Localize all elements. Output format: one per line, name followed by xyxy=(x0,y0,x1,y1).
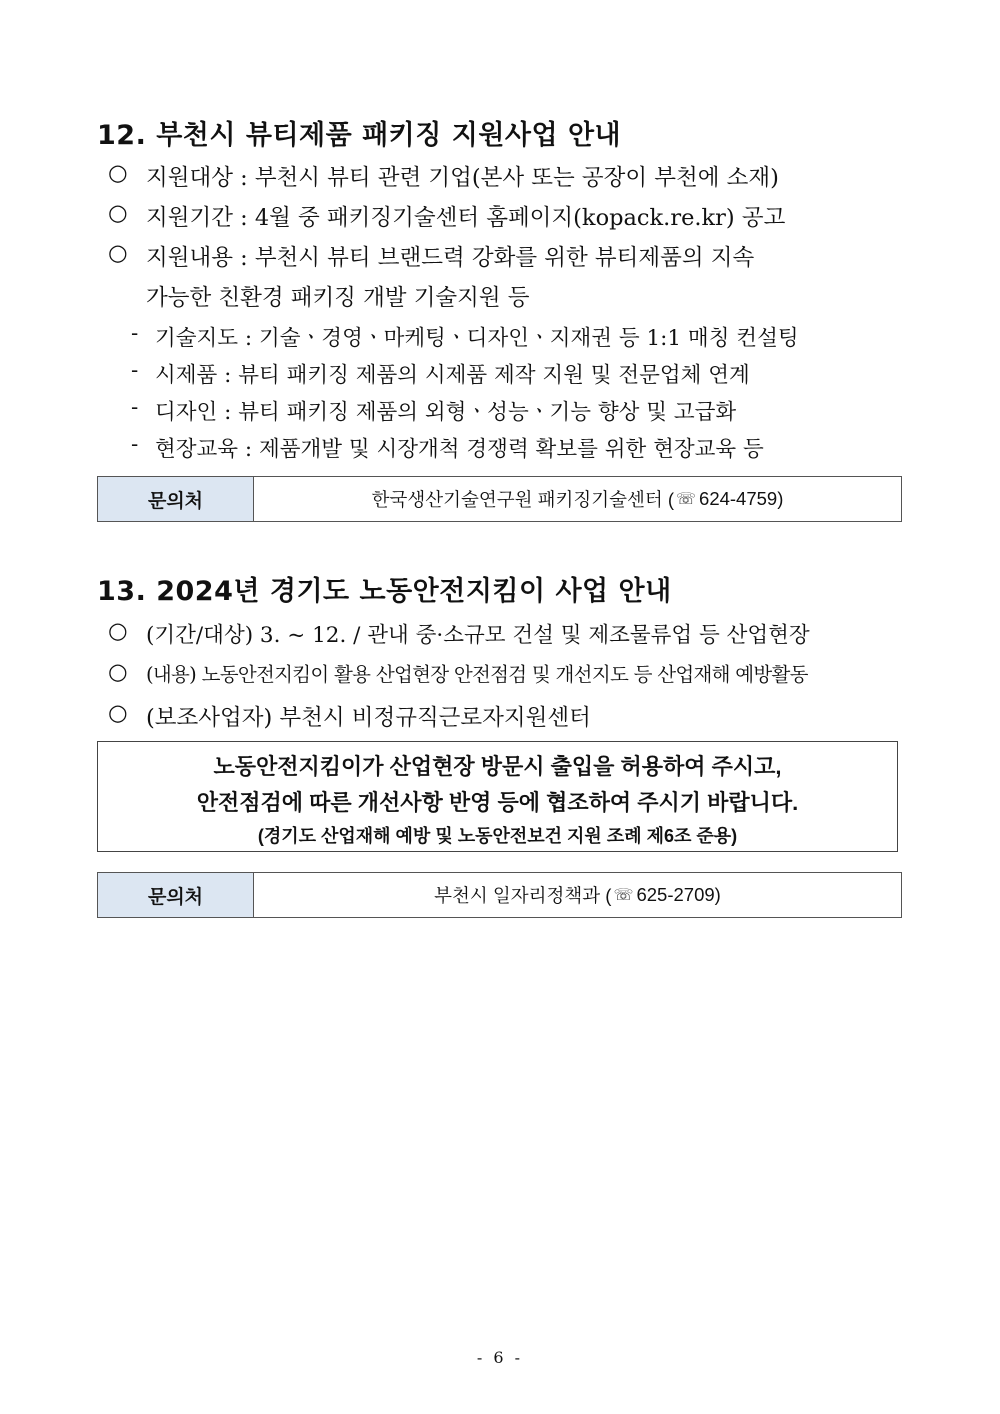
support-target-text: 지원대상 : 부천시 뷰티 관련 기업(본사 또는 공장이 부천에 소재) xyxy=(146,165,779,191)
section-12-title: 12. 부천시 뷰티제품 패키징 지원사업 안내 xyxy=(97,120,622,151)
page-number: - 6 - xyxy=(476,1348,524,1367)
support-period-text: 지원기간 : 4월 중 패키징기술센터 홈페이지(kopack.re.kr) 공고 xyxy=(146,205,786,231)
bullet-circle-icon: ○ xyxy=(108,240,128,266)
operator-text: (보조사업자) 부천시 비정규직근로자지원센터 xyxy=(146,705,591,731)
notice-line-1: 노동안전지킴이가 산업현장 방문시 출입을 허용하여 주시고, xyxy=(213,754,782,779)
support-content-continuation: 가능한 친환경 패키징 개발 기술지원 등 xyxy=(146,285,530,311)
bullet-circle-icon: ○ xyxy=(108,700,128,726)
notice-line-3: (경기도 산업재해 예방 및 노동안전보건 지원 조례 제6조 준용) xyxy=(257,826,738,846)
contact-label: 문의처 xyxy=(98,477,254,521)
contact-table xyxy=(97,476,902,522)
contact-value xyxy=(254,477,901,521)
dash-icon: - xyxy=(131,358,139,383)
sub-item-text: 디자인 : 뷰티 패키징 제품의 외형ㆍ성능ㆍ기능 향상 및 고급화 xyxy=(155,400,737,425)
sub-item-text: 기술지도 : 기술ㆍ경영ㆍ마케팅ㆍ디자인ㆍ지재권 등 1:1 매칭 컨설팅 xyxy=(155,326,799,351)
bullet-circle-icon: ○ xyxy=(108,618,128,644)
bullet-circle-icon: ○ xyxy=(108,200,128,226)
bullet-circle-icon: ○ xyxy=(108,160,128,186)
period-target-text: (기간/대상) 3. ~ 12. / 관내 중·소규모 건설 및 제조물류업 등 산업현장 xyxy=(146,623,810,648)
section-13-title: 13. 2024년 경기도 노동안전지킴이 사업 안내 xyxy=(97,576,672,607)
phone-icon: ☏ xyxy=(613,887,634,904)
contact-label: 문의처 xyxy=(98,873,254,917)
notice-line-2: 안전점검에 따른 개선사항 반영 등에 협조하여 주시기 바랍니다. xyxy=(196,790,799,815)
dash-icon: - xyxy=(131,432,139,457)
notice-box xyxy=(97,741,898,852)
contact-phone: 625-2709) xyxy=(636,884,721,905)
contact-org: 부천시 일자리정책과 ( xyxy=(434,885,612,906)
support-content-text: 지원내용 : 부천시 뷰티 브랜드력 강화를 위한 뷰티제품의 지속 xyxy=(146,245,755,271)
contact-value xyxy=(254,873,901,917)
contact-phone: 624-4759) xyxy=(699,488,784,509)
dash-icon: - xyxy=(131,321,139,346)
content-text: (내용) 노동안전지킴이 활용 산업현장 안전점검 및 개선지도 등 산업재해 예방활동 xyxy=(146,663,808,686)
sub-item-text: 현장교육 : 제품개발 및 시장개척 경쟁력 확보를 위한 현장교육 등 xyxy=(155,437,764,462)
dash-icon: - xyxy=(131,395,139,420)
contact-org: 한국생산기술연구원 패키징기술센터 ( xyxy=(371,489,675,510)
bullet-circle-icon: ○ xyxy=(108,659,128,685)
sub-item-text: 시제품 : 뷰티 패키징 제품의 시제품 제작 지원 및 전문업체 연계 xyxy=(155,363,750,388)
contact-table xyxy=(97,872,902,918)
phone-icon: ☏ xyxy=(676,491,697,508)
